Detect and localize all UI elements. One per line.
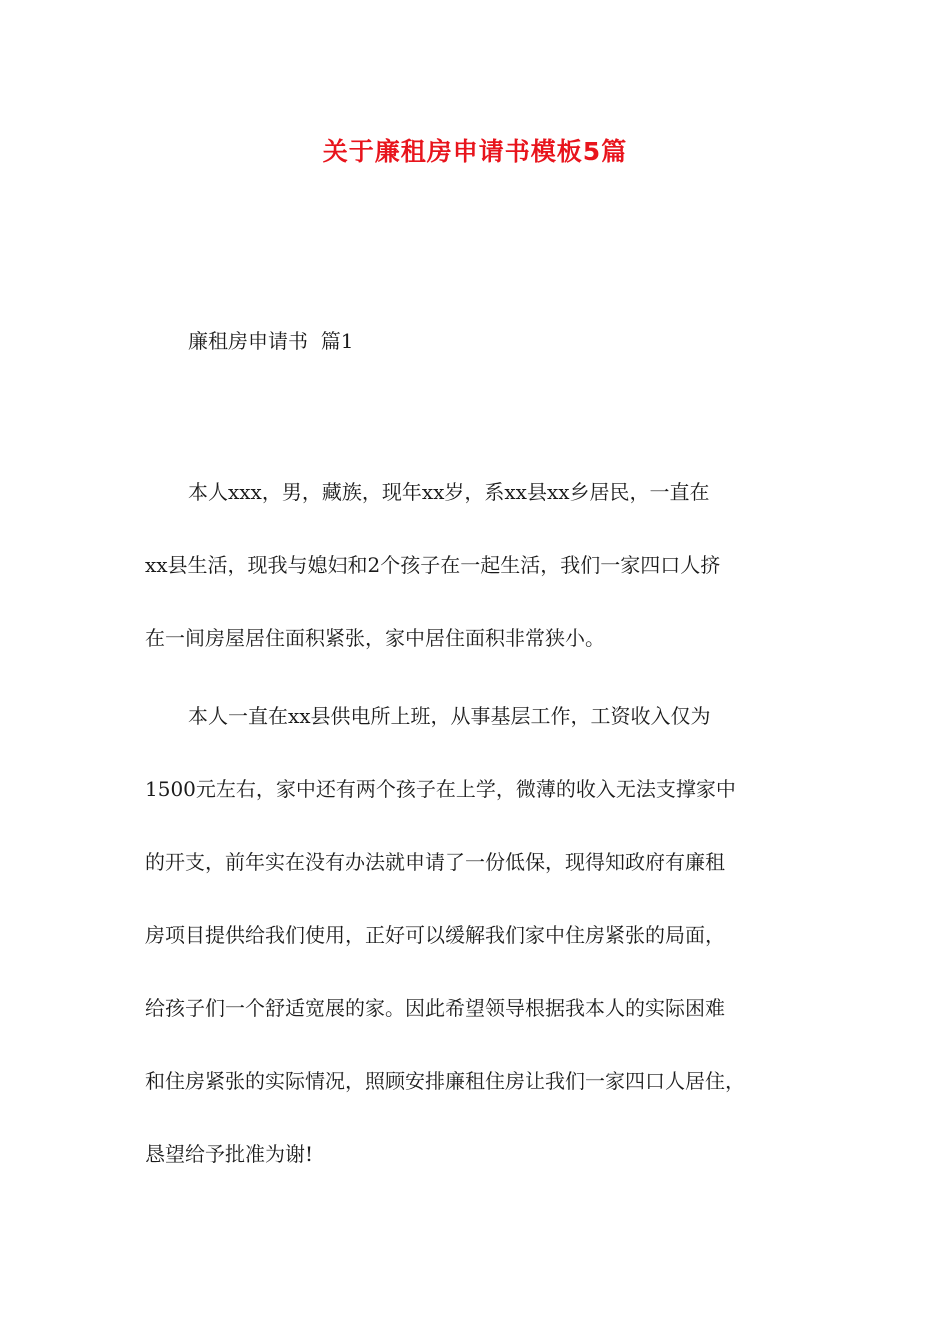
- paragraph-line: 恳望给予批准为谢!: [145, 1142, 314, 1166]
- document-title: 关于廉租房申请书模板5篇: [322, 137, 628, 166]
- paragraph-line: 本人xxx，男，藏族，现年xx岁，系xx县xx乡居民，一直在: [188, 480, 710, 504]
- paragraph-line: 的开支，前年实在没有办法就申请了一份低保，现得知政府有廉租: [145, 850, 725, 874]
- paragraph-line: 在一间房屋居住面积紧张，家中居住面积非常狭小。: [145, 626, 605, 650]
- section-heading: 廉租房申请书 篇1: [188, 329, 354, 353]
- paragraph-line: 和住房紧张的实际情况，照顾安排廉租住房让我们一家四口人居住，: [145, 1069, 745, 1093]
- paragraph-line: 房项目提供给我们使用，正好可以缓解我们家中住房紧张的局面，: [145, 923, 725, 947]
- paragraph-line: xx县生活，现我与媳妇和2个孩子在一起生活，我们一家四口人挤: [145, 553, 721, 577]
- paragraph-line: 1500元左右，家中还有两个孩子在上学，微薄的收入无法支撑家中: [145, 777, 736, 801]
- paragraph-line: 本人一直在xx县供电所上班，从事基层工作，工资收入仅为: [188, 704, 711, 728]
- paragraph-line: 给孩子们一个舒适宽展的家。因此希望领导根据我本人的实际困难: [145, 996, 725, 1020]
